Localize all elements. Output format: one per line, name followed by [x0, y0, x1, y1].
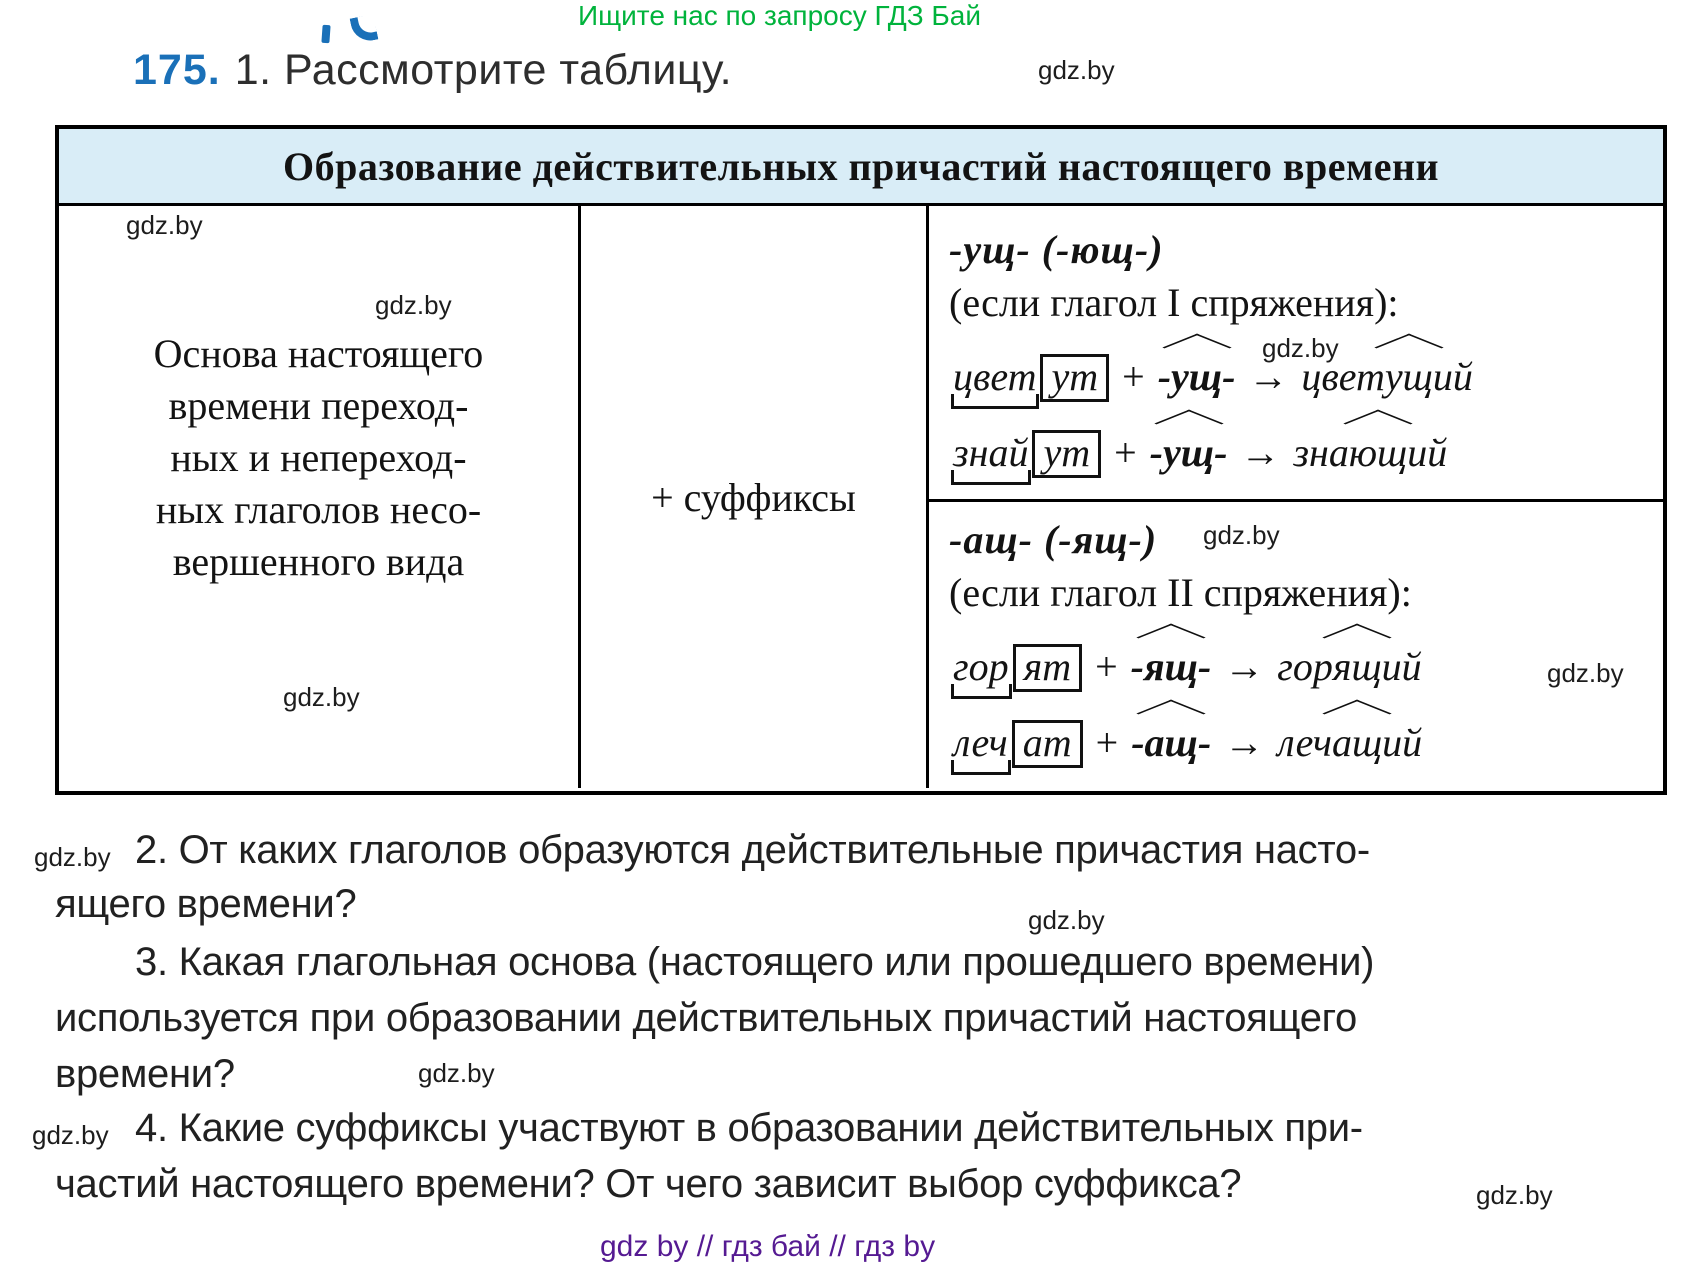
hyphen: -: [1197, 720, 1212, 765]
hyphen: -: [1197, 644, 1212, 689]
plus-operator: +: [1095, 720, 1119, 765]
result-tail: ий: [1382, 720, 1423, 765]
suffix-label-1: -ущ- (-ющ-): [949, 227, 1164, 272]
formula-row: [953, 643, 1655, 692]
conjugation-1-cell: [929, 206, 1663, 502]
result-tail: ий: [1407, 430, 1448, 475]
suffix-with-hat: ащ: [1144, 720, 1198, 765]
arrow-icon: →: [1240, 430, 1281, 475]
verb: [953, 719, 1083, 768]
suffix-label-2: -ащ- (-ящ-): [949, 517, 1158, 562]
formula-row: [953, 353, 1655, 402]
table-body: [59, 206, 1663, 788]
suffix-with-hat: ущ: [1171, 354, 1223, 399]
plus-suffixes-cell: [581, 206, 929, 788]
verb-stem: гор: [953, 643, 1009, 692]
result-tail: ий: [1381, 644, 1422, 689]
verb-stem: цвет: [953, 353, 1036, 402]
watermark: gdz.by: [32, 1120, 109, 1150]
plus-operator: +: [1114, 430, 1137, 475]
hyphen: -: [1157, 354, 1172, 399]
hyphen: -: [1131, 720, 1145, 765]
watermark: gdz.by: [283, 682, 360, 712]
stem-line: ных и непереход-: [170, 435, 467, 480]
stem-line: ных глаголов несо-: [155, 487, 482, 532]
cropped-blue-mark: [350, 14, 379, 44]
conjugation-2-cell: [929, 502, 1663, 788]
result-suffix-with-hat: ющ: [1348, 430, 1408, 475]
watermark: gdz.by: [126, 210, 203, 240]
suffix-token: [1131, 643, 1212, 690]
arrow-icon: →: [1224, 720, 1265, 765]
result-word: [1277, 719, 1422, 766]
result-tail: ий: [1432, 354, 1473, 399]
watermark: gdz.by: [1476, 1180, 1553, 1210]
plus-operator: +: [1095, 644, 1118, 689]
hyphen: -: [1149, 430, 1163, 475]
suffix-with-hat: ущ: [1162, 430, 1215, 475]
watermark: gdz.by: [1028, 905, 1105, 935]
verb-ending-box: ат: [1012, 720, 1083, 768]
question-3-line-2: используется при образовании действительных причастий настоящего: [55, 996, 1357, 1040]
verb-ending-box: ят: [1013, 644, 1082, 692]
arrow-icon: →: [1248, 354, 1289, 399]
watermark: gdz.by: [1547, 658, 1624, 688]
condition-2: (если глагол II спряжения):: [949, 570, 1412, 615]
participle-formation-table: [55, 125, 1667, 795]
result-stem: леч: [1277, 720, 1332, 765]
verb: [953, 643, 1082, 692]
exercise-task: 1. Рассмотрите таблицу.: [234, 46, 733, 94]
hyphen: -: [1130, 644, 1144, 689]
table-title: Образование действительных причастий настоящего времени: [59, 129, 1663, 206]
stem-description-cell: [59, 206, 581, 788]
plus-suffixes-label: + суффиксы: [651, 474, 856, 520]
exercise-number: 175.: [133, 46, 221, 94]
watermark: gdz.by: [1038, 55, 1115, 85]
verb: [953, 353, 1109, 402]
question-4-line-1: 4. Какие суффиксы участвуют в образовании действительных при-: [135, 1106, 1363, 1150]
suffix-with-hat: ящ: [1143, 644, 1198, 689]
cropped-blue-mark: [321, 25, 330, 44]
suffix-column: [929, 206, 1663, 788]
question-3-line-1: 3. Какая глагольная основа (настоящего или прошедшего времени): [135, 940, 1375, 984]
verb-stem: знай: [953, 429, 1028, 478]
suffix-token: [1150, 429, 1228, 476]
formula-row: [953, 429, 1655, 478]
result-suffix-with-hat: ущ: [1384, 354, 1433, 399]
exercise-heading: [133, 46, 732, 95]
result-stem: цвет: [1301, 354, 1385, 399]
stem-line: Основа настоящего: [153, 331, 484, 376]
footer-site-text: gdz by // гдз бай // гдз by: [600, 1230, 936, 1263]
stem-line: времени переход-: [168, 383, 469, 428]
verb-ending-box: ут: [1040, 354, 1109, 402]
condition-1: (если глагол I спряжения):: [949, 280, 1399, 325]
plus-operator: +: [1122, 354, 1145, 399]
hyphen: -: [1214, 430, 1228, 475]
watermark: gdz.by: [418, 1058, 495, 1088]
question-2-line-1: 2. От каких глаголов образуются действительные причастия насто-: [135, 828, 1370, 872]
question-2-line-2: ящего времени?: [55, 882, 357, 926]
question-4-line-2: частий настоящего времени? От чего зависит выбор суффикса?: [55, 1162, 1242, 1206]
verb: [953, 429, 1101, 478]
watermark: gdz.by: [375, 290, 452, 320]
watermark: gdz.by: [34, 842, 111, 872]
verb-ending-box: ут: [1032, 430, 1101, 478]
suffix-token: [1158, 353, 1236, 400]
formula-row: [953, 719, 1655, 768]
suffix-token: [1131, 719, 1211, 766]
result-stem: гор: [1277, 644, 1333, 689]
result-suffix-with-hat: ащ: [1331, 720, 1383, 765]
watermark: gdz.by: [1203, 520, 1280, 550]
question-3-line-3: времени?: [55, 1052, 235, 1096]
promo-text: Ищите нас по запросу ГДЗ Бай: [578, 0, 982, 31]
verb-stem: леч: [953, 719, 1008, 768]
result-suffix-with-hat: ящ: [1332, 644, 1382, 689]
result-word: [1277, 643, 1421, 690]
result-word: [1293, 429, 1447, 476]
result-stem: зна: [1293, 430, 1349, 475]
stem-line: вершенного вида: [172, 539, 465, 584]
hyphen: -: [1222, 354, 1236, 399]
arrow-icon: →: [1224, 644, 1265, 689]
result-word: [1301, 353, 1472, 400]
watermark: gdz.by: [1262, 333, 1339, 363]
